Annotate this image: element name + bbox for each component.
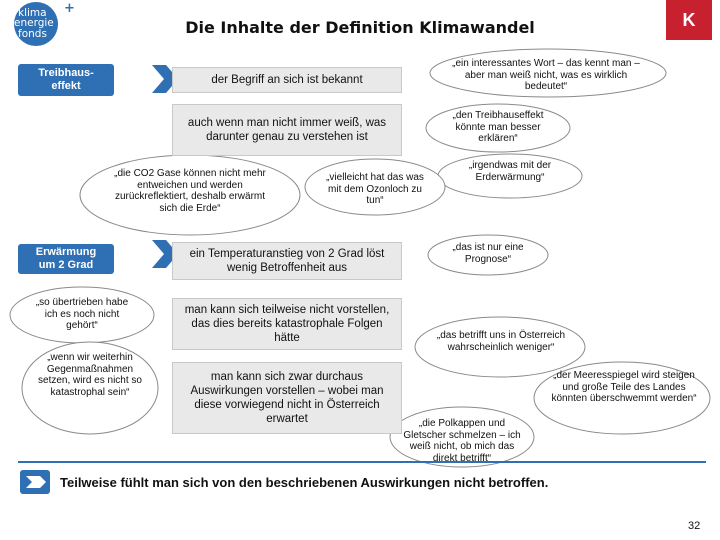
statement-box: man kann sich teilweise nicht vorstellen, das dies bereits katastrophale Folgen hätte [172, 298, 402, 350]
quote-text: „ein interessantes Wort – das kennt man – aber man weiß nicht, was es wirklich bedeutet“ [452, 58, 640, 92]
statement-box: auch wenn man nicht immer weiß, was darunter genau zu verstehen ist [172, 104, 402, 156]
logo-text: fonds [18, 28, 47, 40]
logo [6, 2, 76, 50]
quote-text: „das ist nur eine Prognose“ [452, 242, 524, 265]
quote-text: „so übertrieben habe ich es noch nicht gehört“ [35, 297, 129, 331]
label-erwaermung: Erwärmung um 2 Grad [18, 244, 114, 274]
logo-text: klima [18, 7, 47, 19]
logo-plus: + [64, 1, 75, 16]
footer-text: Teilweise fühlt man sich von den beschriebenen Auswirkungen nicht betroffen. [60, 475, 549, 490]
statement-box: der Begriff an sich ist bekannt [172, 67, 402, 93]
corner-badge: K [666, 0, 712, 40]
statement-box: man kann sich zwar durchaus Auswirkungen vorstellen – wobei man diese vorwiegend nicht in Österreich erwartet [172, 362, 402, 434]
page-title: Die Inhalte der Definition Klimawandel [185, 18, 535, 37]
logo-text: energie [14, 17, 54, 29]
quote-text: „wenn wir weiterhin Gegenmaßnahmen setzen, wird es nicht so katastrophal sein“ [38, 352, 142, 398]
quote-text: „das betrifft uns in Österreich wahrscheinlich weniger“ [436, 330, 566, 353]
quote-text: „der Meeresspiegel wird steigen und große Teile des Landes könnten überschwemmt werden“ [551, 370, 697, 404]
quote-text: „die CO2 Gase können nicht mehr entweichen und werden zurückreflektiert, deshalb erwärmt sich die Erde“ [114, 168, 266, 214]
quote-text: „vielleicht hat das was mit dem Ozonloch zu tun“ [326, 172, 424, 206]
label-treibhauseffekt: Treibhaus- effekt [18, 64, 114, 96]
page-number: 32 [688, 520, 701, 532]
statement-box: ein Temperaturanstieg von 2 Grad löst wenig Betroffenheit aus [172, 242, 402, 280]
quote-text: „den Treibhauseffekt könnte man besser erklären“ [452, 110, 544, 144]
quote-text: „irgendwas mit der Erderwärmung“ [468, 160, 552, 183]
quote-text: „die Polkappen und Gletscher schmelzen – ich weiß nicht, ob mich das direkt betrifft“ [403, 418, 521, 464]
